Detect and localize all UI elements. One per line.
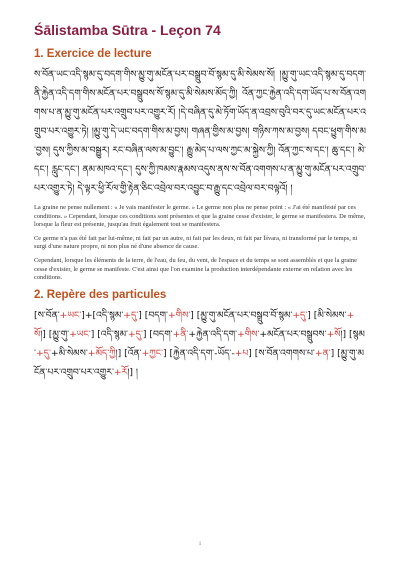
- particle-marker: +ཡང་: [59, 309, 82, 321]
- particle-segment: ] [མྱུ་གུ་མངོན་པར་བསྒྲུབ་བོ་སྙམ་: [190, 309, 293, 321]
- particle-segment: །] །: [127, 366, 138, 378]
- page-title: Śālistamba Sūtra - Leçon 74: [34, 22, 221, 38]
- particle-segment: +མི་སེམས་: [50, 347, 88, 359]
- particle-segment: ] [མི་སེམས་: [307, 309, 347, 321]
- particle-segment: །] [སྙམ་: [34, 328, 365, 359]
- particle-segment: ] [བདག་: [138, 309, 168, 321]
- particle-analysis-text: [34, 306, 366, 382]
- particle-segment: ] [རྐྱེན་འདི་དག་-ཡོད་-: [163, 347, 235, 359]
- particle-marker: +དུ་: [127, 328, 143, 340]
- particle-marker: +དུ་: [35, 347, 51, 359]
- particle-marker: +ཡང་: [69, 328, 91, 340]
- particle-marker: +སོ: [34, 309, 355, 340]
- particle-segment: ] [བདག་: [142, 328, 173, 340]
- particle-marker: +གིས་: [167, 309, 191, 321]
- particle-marker: +མོད་ཀྱི: [87, 347, 116, 359]
- particle-segment: །] [འོན་: [115, 347, 142, 359]
- particle-marker: +རོ: [113, 366, 128, 378]
- page-number: 1: [198, 542, 202, 547]
- particle-marker: +སོ: [326, 328, 341, 340]
- section-heading-reading: 1. Exercice de lecture: [34, 48, 152, 60]
- particle-segment: [ས་བོན་: [34, 309, 60, 321]
- particle-segment: ]+[འདི་སྙམ་: [81, 309, 124, 321]
- particle-marker: +དུ་: [292, 309, 308, 321]
- particle-marker: +ཀྱང་: [141, 347, 164, 359]
- particle-marker: +ནི་: [172, 328, 189, 340]
- particle-segment: +རྐྱེན་འདི་དག་: [188, 328, 238, 340]
- french-translation-paragraph-3: Cependant, lorsque les éléments de la terre, de l'eau, du feu, du vent, de l'espace et du temps se sont assemblés et que la graine cesse d'exister, le germe se manifeste. C'est ainsi que l'on examine la production interdépendante externe en relation avec les conditions.: [34, 256, 357, 282]
- french-translation-paragraph-1: La graine ne pense nullement : « Je vais manifester le germe. » Le germe non plus ne pense point : « J'ai été manifesté par ces conditions. » Cependant, lorsque ces conditions sont présentes et que la graine cesse d'exister, le germe se manifestera. De même, lorsque la fleur est présente, jusqu'au fruit également tout se manifestera.: [34, 204, 366, 229]
- tibetan-reading-text: ས་བོན་ཡང་འདི་སྙམ་དུ་བདག་གིས་མྱུ་གུ་མངོན་པར་བསྒྲུབ་བོ་སྙམ་དུ་མི་སེམས་སོ། །མྱུ་གུ་ཡང་འདི་སྙམ་དུ་བདག་ནི་རྐྱེན་འདི་དག་གིས་མངོན་པར་བསྒྲུབས་སོ་སྙམ་དུ་མི་སེམས་མོད་ཀྱི། འོན་ཀྱང་རྐྱེན་འདི་དག་ཡོད་པ་ས་བོན་འགགས་པ་ན་མྱུ་གུ་མངོན་པར་འགྲུབ་པར་འགྱུར་རོ། །དེ་བཞིན་དུ་མེ་ཏོག་ཡོད་ན་འབྲས་བུའི་བར་དུ་ཡང་མངོན་པར་འགྲུབ་པར་འགྱུར་ཏེ། །མྱུ་གུ་དེ་ཡང་བདག་གིས་མ་བྱས། གཞན་གྱིས་མ་བྱས། གཉིས་ཀས་མ་བྱས། དབང་ཕྱུག་གིས་མ་བྱས། དུས་ཀྱིས་མ་བསྒྱུར། རང་བཞིན་ལས་མ་བྱུང་། རྒྱུ་མེད་པ་ལས་ཀྱང་མ་སྐྱེས་ཀྱི། འོན་ཀྱང་ས་དང་། ཆུ་དང་། མེ་དང་། རླུང་དང་། ནམ་མཁའ་དང་། དུས་ཀྱི་ཁམས་རྣམས་འདུས་ནས་ས་བོན་འགགས་པ་ན་མྱུ་གུ་མངོན་པར་འགྲུབ་པར་འགྱུར་ཏེ། དེ་ལྟར་ཕྱི་རོལ་གྱི་རྟེན་ཅིང་འབྲེལ་བར་འབྱུང་བ་རྒྱུ་དང་འབྲེལ་བར་བལྟའོ། །: [34, 69, 366, 194]
- particle-segment: ] [མྱུ་གུ་མངོན་པར་འགྲུབ་པར་འགྱུར་: [34, 347, 364, 378]
- section-heading-particles: 2. Repère des particules: [34, 288, 167, 301]
- particle-segment: +མངོན་པར་བསྒྲུབས་: [259, 328, 327, 340]
- french-translation-paragraph-2: Ce germe n'a pas été fait par lui-même, ni fait par un autre, ni fait par les deux, ni fait par Īśvara, ni transformé par le temps, ni surgi d'une nature propre, ni non plus né d'une absence de cause.: [34, 234, 358, 251]
- particle-segment: །] [མྱུ་གུ་: [40, 328, 70, 340]
- particle-segment: ] [འདི་སྙམ་: [90, 328, 128, 340]
- particle-marker: +ན་: [314, 347, 331, 359]
- particle-marker: +པ: [234, 347, 249, 359]
- particle-segment: ] [ས་བོན་འགགས་པ་: [248, 347, 315, 359]
- particle-marker: +དུ་: [123, 309, 139, 321]
- particle-marker: +གིས་: [237, 328, 260, 340]
